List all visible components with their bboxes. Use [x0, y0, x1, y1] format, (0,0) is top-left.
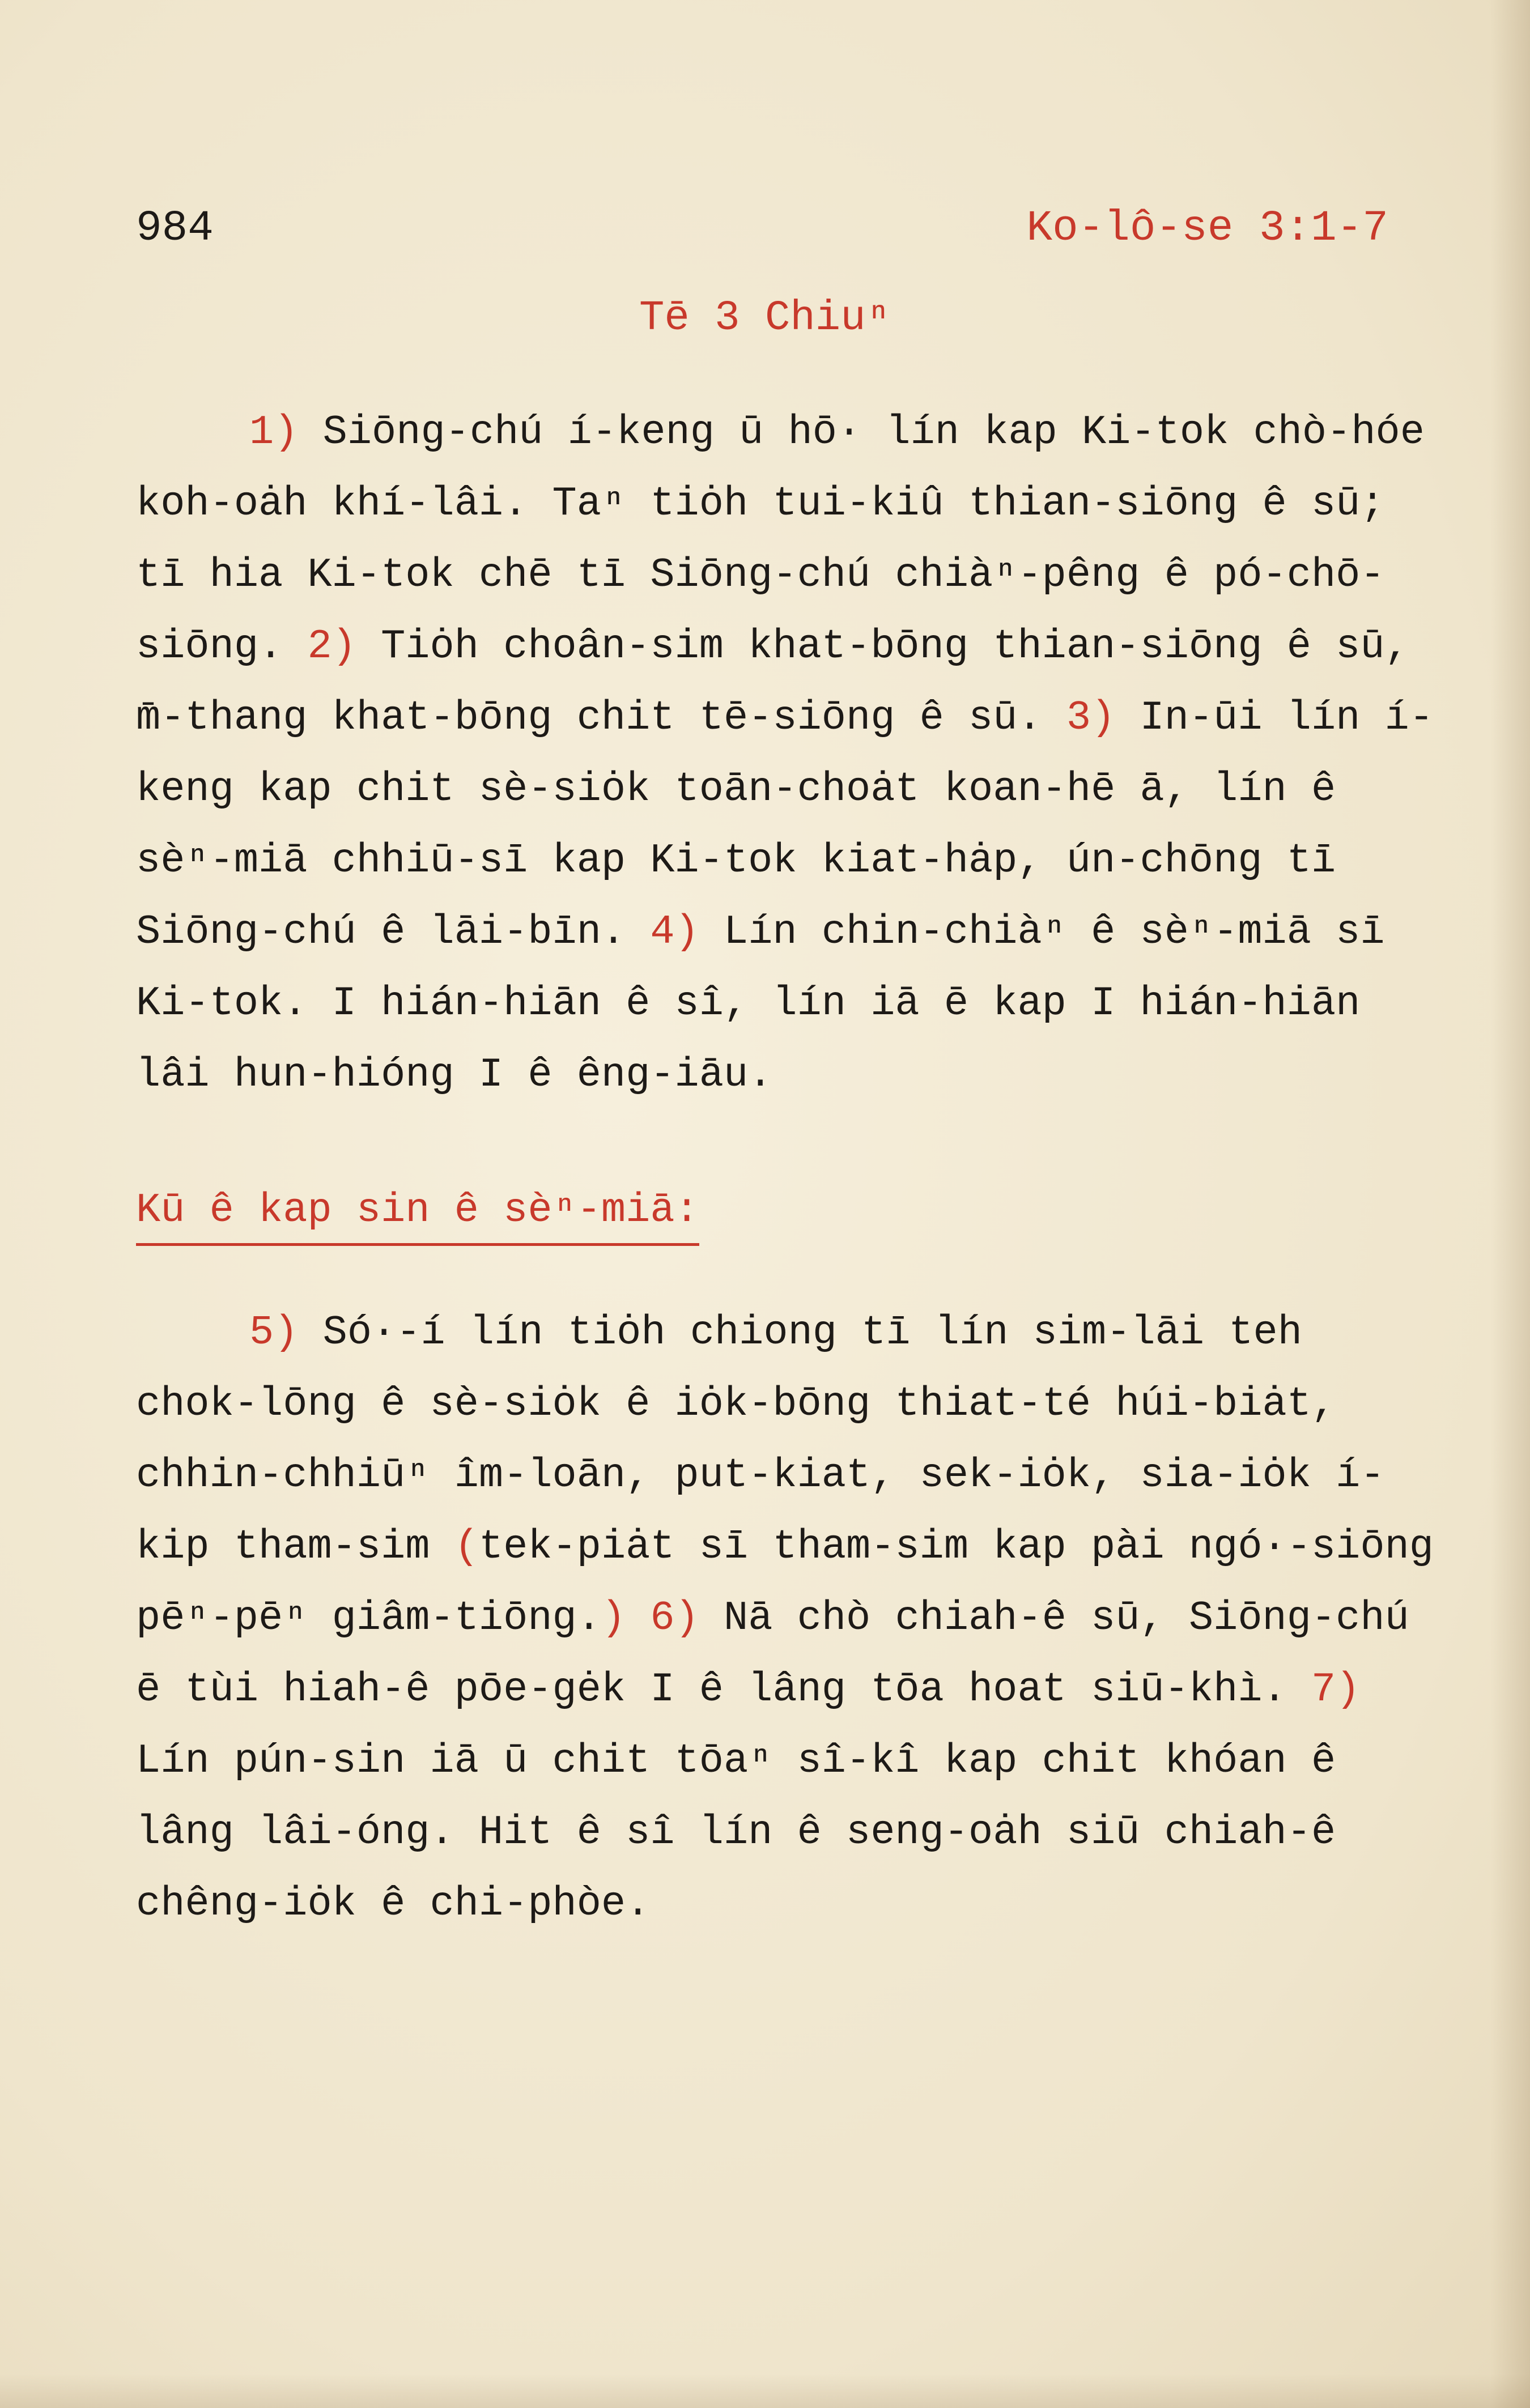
- verse-text: Lín chin-chiàⁿ ê sèⁿ-miā sī Ki-tok. I hián-hiān ê sî, lín iā ē kap I hián-hiān lâi hun-hióng I ê êng-iāu.: [136, 909, 1385, 1098]
- verse-number: 1): [249, 409, 299, 456]
- verse-text: Siōng-chú í-keng ū hō· lín kap Ki-tok chò-hóe koh-oȧh khí-lâi. Taⁿ tiȯh tui-kiû thian-siōng ê sū; tī hia Ki-tok chē tī Siōng-chú chiàⁿ-pêng ê pó-chō-siōng.: [136, 409, 1425, 670]
- verse-number: 7): [1311, 1666, 1361, 1713]
- page-edge-shadow: [1490, 0, 1530, 2408]
- page-number: 984: [136, 204, 214, 253]
- paragraph-verses-5-7: [136, 1297, 1439, 1939]
- page-bottom-shadow: [0, 2374, 1530, 2408]
- chapter-title: Tē 3 Chiuⁿ: [639, 295, 891, 342]
- verse-number: 2): [307, 623, 356, 670]
- verse-text: tek-piȧt sī tham-sim kap pài ngó·-siōng pēⁿ-pēⁿ giâm-tiōng.: [136, 1524, 1434, 1641]
- verse-number: 6): [650, 1595, 699, 1641]
- verse-text: Nā chò chiah-ê sū, Siōng-chú ē tùi hiah-ê pōe-gėk I ê lâng tōa hoat siū-khì.: [136, 1595, 1409, 1713]
- running-head: Ko-lô-se 3:1-7: [1026, 204, 1388, 253]
- page-header: [136, 204, 1388, 261]
- open-paren: (: [454, 1524, 479, 1570]
- close-paren: ): [601, 1595, 626, 1641]
- verse-text: Lín pún-sin iā ū chit tōaⁿ sî-kî kap chit khóan ê lâng lâi-óng. Hit ê sî lín ê seng-oȧh siū chiah-ê chêng-iȯk ê chi-phòe.: [136, 1738, 1336, 1927]
- page-body: [136, 397, 1439, 1939]
- verse-text: Tiȯh choân-sim khat-bōng thian-siōng ê sū, m̄-thang khat-bōng chit tē-siōng ê sū.: [136, 623, 1409, 741]
- section-heading: Kū ê kap sin ê sèⁿ-miā:: [136, 1182, 699, 1246]
- verse-text: [626, 1595, 650, 1641]
- verse-text: In-ūi lín í-keng kap chit sè-siȯk toān-choȧt koan-hē ā, lín ê sèⁿ-miā chhiū-sī kap Ki-tok kiat-hȧp, ún-chōng tī Siōng-chú ê lāi-bīn.: [136, 695, 1434, 955]
- paragraph-verses-1-4: [136, 397, 1439, 1111]
- verse-text: Só·-í lín tiȯh chiong tī lín sim-lāi teh chok-lōng ê sè-siȯk ê iȯk-bōng thiat-té húi-biȧt, chhin-chhiūⁿ îm-loān, put-kiat, sek-iȯk, sia-iȯk í-kip tham-sim: [136, 1309, 1385, 1570]
- verse-number: 4): [650, 909, 699, 955]
- verse-number: 3): [1066, 695, 1116, 741]
- verse-number: 5): [249, 1309, 299, 1356]
